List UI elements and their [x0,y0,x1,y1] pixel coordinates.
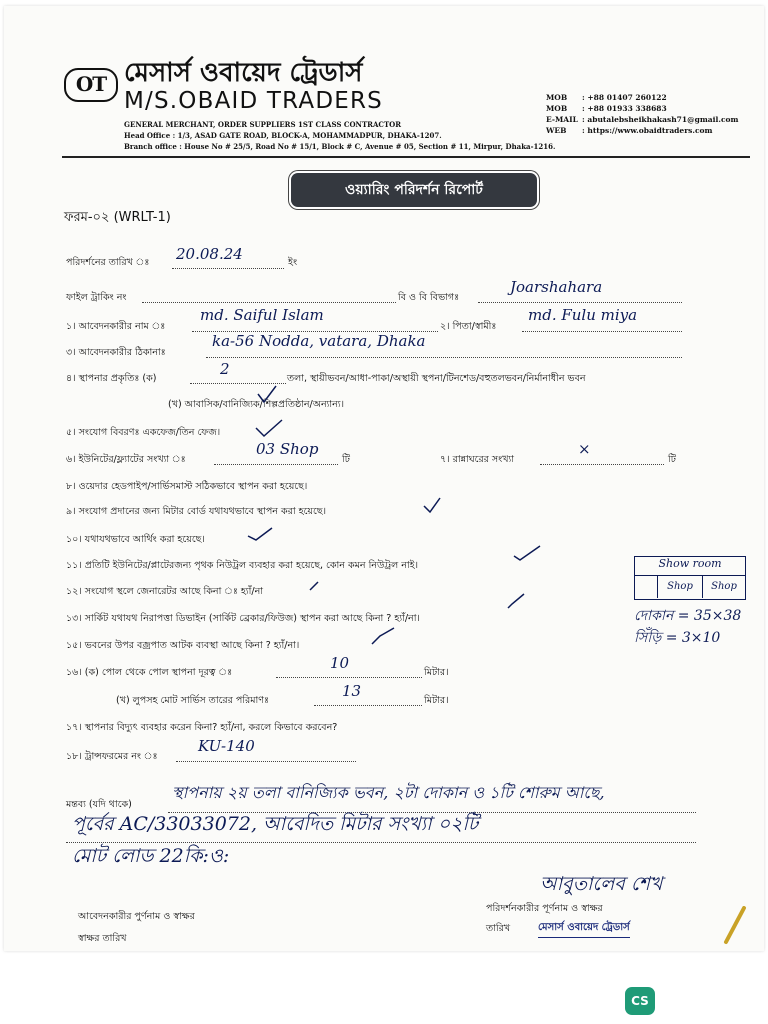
pole-distance-label: ১৬। (ক) পোল থেকে পোল স্থাপনা দূরত্ব ঃ [66,667,233,678]
neutral-check: ১১। প্রতিটি ইউনিটের/প্লাটেরজন্য পৃথক নিউট্রল ব্যবহার করা হয়েছে, কোন কমন নিউট্রল নাই। [66,560,418,571]
remarks-text-line-2: পূর্বের AC/33033072, আবেদিত মিটার সংখ্যা ০২টি [72,813,479,835]
check-mark-icon [424,498,440,512]
stair-dimension: সিঁড়ি = 3×10 [634,630,721,646]
kitchen-suffix: টি [668,454,676,465]
remarks-text-line-1: স্থাপনায় ২য় তলা বানিজ্যিক ভবন, ২টা দোকান ও ১টি শোরুম আছে, [172,783,605,802]
father-name-label: ২। পিতা/স্বামীঃ [440,321,497,332]
check-mark-icon [258,386,276,402]
file-tracking-label: ফাইল ট্রাকিং নং [66,292,127,303]
date-suffix: ইং [288,257,298,268]
sketch-shop: Shop [711,581,737,592]
connection-detail: ৫। সংযোগ বিবরণঃ একফেজ/তিন ফেজ। [66,427,221,438]
company-name-en: M/S.OBAID TRADERS [124,88,383,114]
shop-dimension: দোকান = 35×38 [634,608,742,624]
division-value: Joarshahara [510,278,603,296]
meter-board-check: ৯। সংযোগ প্রদানের জন্য মিটার বোর্ড যথাযথভাবে স্থাপন করা হয়েছে। [66,506,326,517]
generator-check: ১২। সংযোগ স্থলে জেনারেটর আছে কিনা ঃ হ্যাঁ/না [66,586,264,597]
branch-office-address: Branch office : House No # 25/5, Road No # 15/1, Block # C, Avenue # 05, Section # 11, Mirpur, Dhaka-1216. [124,142,556,151]
check-mark-icon [514,546,540,560]
floor-sketch [634,556,746,600]
inspector-date-label: তারিখ [486,923,511,934]
check-mark-icon [372,628,394,644]
service-wire-value: 13 [342,682,362,700]
applicant-name-value: md. Saiful Islam [200,306,324,324]
transformer-label: ১৮। ট্রান্সফরমের নং ঃ [66,751,158,762]
inspection-date-label: পরিদর্শনের তারিখ ঃ [66,257,150,268]
inspector-signature: আবুতালেব শেখ [540,873,663,895]
kitchen-count-value: × [578,440,591,458]
floor-count-value: 2 [220,360,230,378]
kitchen-count-label: ৭। রান্নাঘরের সংখ্যা [440,454,515,465]
contact-value: : +88 01407 260122 [582,93,667,102]
unit-count-value: 03 Shop [256,440,319,458]
lightning-protection-check: ১৫। ভবনের উপর বজ্রপাত আটক ব্যবস্থা আছে কিনা ? হ্যাঁ/না। [66,640,300,651]
pole-distance-unit: মিটার। [424,667,449,678]
contact-value: : +88 01933 338683 [582,104,667,113]
scanner-app-icon: CS [625,987,655,1015]
father-name-value: md. Fulu miya [528,306,638,324]
sketch-showroom: Show room [635,557,745,576]
check-mark-icon [310,582,318,590]
usage-type-options: (খ) আবাসিক/বানিজ্যিক/শিল্পপ্রতিষ্ঠান/অন্যান্য। [168,399,344,410]
signature-date-label: স্বাক্ষর তারিখ [78,933,127,944]
check-mark-icon [248,528,272,540]
contact-value: : abutalebsheikhakash71@gmail.com [582,115,739,124]
applicant-address-label: ৩। আবেদনকারীর ঠিকানাঃ [66,347,166,358]
weatherhead-check: ৮। ওয়েদার হেডপাইপ/সার্ভিসমাস্ট সঠিকভাবে স্থাপন করা হয়েছে। [66,481,308,492]
power-usage-question: ১৭। স্থাপনার বিদ্যুৎ ব্যবহার করেন কিনা? হ্যাঁ/না, করলে কিভাবে করবেন? [66,722,338,733]
remarks-text-line-3: মোট লোড 22কি:ও: [72,845,230,867]
inspection-date-value: 20.08.24 [176,245,243,263]
contact-label: MOB [546,104,568,113]
check-mark-icon [256,420,282,436]
unit-suffix: টি [342,454,350,465]
pen-mark [722,906,748,946]
contact-value: : https://www.obaidtraders.com [582,126,713,135]
company-logo: OT [64,68,118,102]
applicant-name-label: ১। আবেদনকারীর নাম ঃ [66,321,166,332]
applicant-address-value: ka-56 Nodda, vatara, Dhaka [212,332,426,350]
inspector-signature-label: পরিদর্শনকারীর পূর্ণনাম ও স্বাক্ষর [486,903,603,914]
establishment-type-label: ৪। স্থাপনার প্রকৃতিঃ (ক) [66,373,157,384]
remarks-label: মন্তব্য (যদি থাকে) [66,799,132,810]
check-mark-icon [508,594,524,608]
transformer-value: KU-140 [198,737,255,755]
unit-count-label: ৬। ইউনিটের/ফ্ল্যাটের সংখ্যা ঃ [66,454,186,465]
division-label: বি ও বি বিভাগঃ [398,292,460,303]
form-number: ফরম-০২ (WRLT-1) [64,210,171,225]
company-tagline: GENERAL MERCHANT, ORDER SUPPLIERS 1ST CLASS CONTRACTOR [124,120,402,129]
earthing-check: ১০। যথাযথভাবে আর্থিং করা হয়েছে। [66,534,205,545]
sketch-shop: Shop [657,576,703,598]
service-wire-unit: মিটার। [424,695,449,706]
service-wire-label: (খ) লুপসহ মোট সার্ভিস তারের পরিমাণঃ [116,695,270,706]
safety-device-check: ১৩। সার্কিট যথাযথ নিরাপত্তা ডিভাইন (সার্কিট ব্রেকার/ফিউজ) স্থাপন করা আছে কিনা ? হ্যাঁ/না। [66,613,420,624]
building-type-options: তলা, স্থায়ীভবন/আধা-পাকা/অস্থায়ী স্থপনা/টিনশেড/বহুতলভবন/নির্মানাধীন ভবন [287,373,586,384]
contact-label: E-MAIL [546,115,578,124]
pole-distance-value: 10 [330,654,350,672]
contact-label: WEB [546,126,567,135]
applicant-signature-label: আবেদনকারীর পুর্ণনাম ও স্বাক্ষর [78,911,195,922]
head-office-address: Head Office : 1/3, ASAD GATE ROAD, BLOCK-A, MOHAMMADPUR, DHAKA-1207. [124,131,442,140]
contact-label: MOB [546,93,568,102]
company-stamp: মেসার্স ওবায়েদ ট্রেডার্স [538,920,630,938]
report-title: ওয়্যারিং পরিদর্শন রিপোর্ট [291,173,537,207]
company-name-bn: মেসার্স ওবায়েদ ট্রেডার্স [124,58,363,88]
